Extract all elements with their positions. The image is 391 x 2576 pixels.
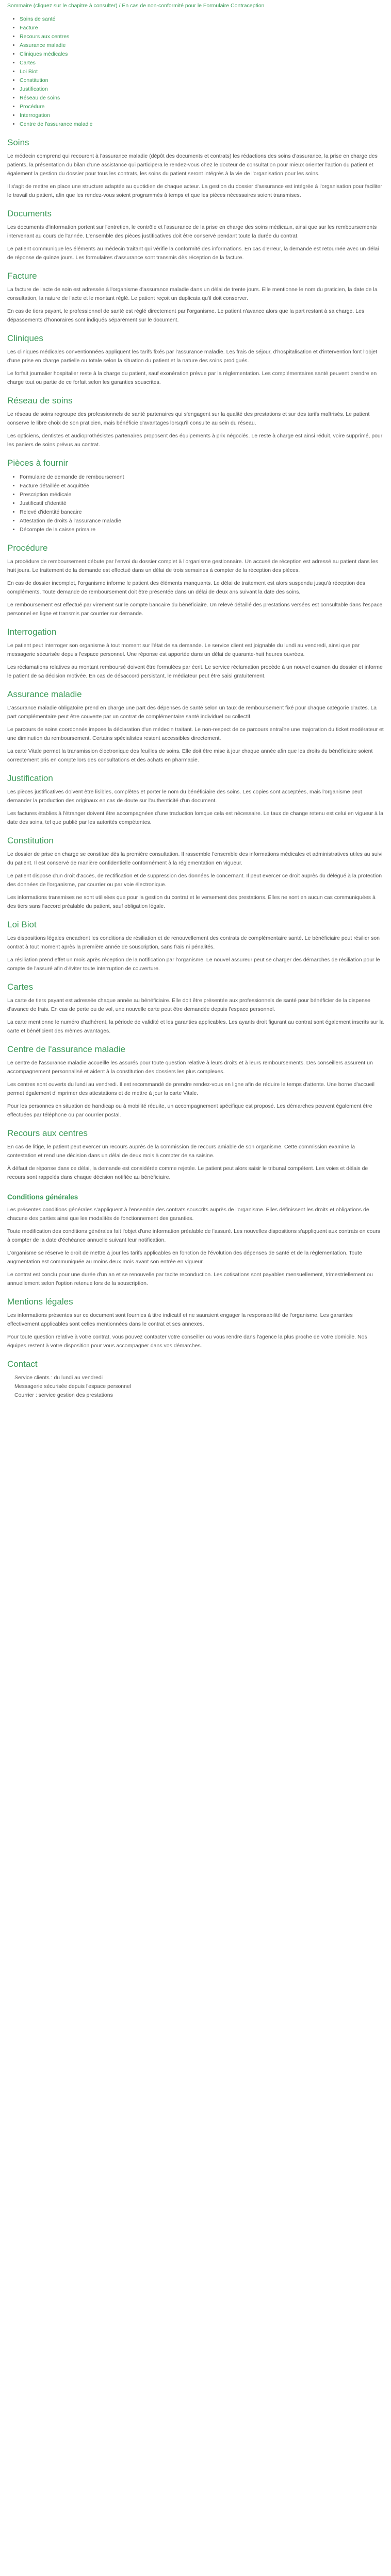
section-heading: Réseau de soins [7,396,73,406]
conditions-paragraph: Le contrat est conclu pour une durée d'un an et se renouvelle par tacite reconduction. Les cotisations sont payables mensuellement, trimestriellement ou annuellement selon l'option retenue lors de la souscription. [7,1272,373,1287]
section-paragraph: La résiliation prend effet un mois après réception de la notification par l'organisme. Le nouvel assureur peut se charger des démarches de résiliation pour le compte de l'assuré afin d'éviter toute interruption de couverture. [7,957,380,972]
toc-item[interactable]: • Justification [20,85,384,94]
section-paragraph: Le patient communique les éléments au médecin traitant qui vérifie la conformité des informations. En cas d'erreur, la demande est retournée avec un délai de réponse de quinze jours. Les formulaires d'assurance sont transmis dès réception de la facture. [7,246,379,261]
section-heading: Cliniques [7,333,43,344]
list-item: • Décompte de la caisse primaire [20,526,384,534]
section-paragraph: En cas de dossier incomplet, l'organisme informe le patient des éléments manquants. Le délai de traitement est alors suspendu jusqu'à réception des compléments. Toute demande de remboursement doit être présentée dans un délai de deux ans suivant la date des soins. [7,580,365,595]
section-paragraph: Les centres sont ouverts du lundi au vendredi. Il est recommandé de prendre rendez-vous en ligne afin de réduire le temps d'attente. Une borne d'accueil permet également d'imprimer des attestations et de mettre à jour la carte Vitale. [7,1081,375,1097]
section-paragraph: Les dispositions légales encadrent les conditions de résiliation et de renouvellement des contrats de complémentaire santé. Le bénéficiaire peut résilier son contrat à tout moment après la première année de souscription, sans frais ni pénalités. [7,935,380,951]
section-heading: Assurance maladie [7,689,82,699]
toc-item[interactable]: • Recours aux centres [20,32,384,41]
contact-item: Service clients : du lundi au vendredi [14,1375,103,1381]
section-paragraph: Le remboursement est effectué par virement sur le compte bancaire du bénéficiaire. Un relevé détaillé des prestations versées est consultable dans l'espace personnel en ligne et transmis par courrier sur demande. [7,601,383,617]
section-paragraph: Les documents d'information portent sur l'entretien, le contrôle et l'assurance de la prise en charge des soins médicaux, ainsi que sur les remboursements intervenant au cours de l'année. L'ensemble des pièces justificatives doit être conservé pendant toute la durée du contrat. [7,224,377,240]
toc-item[interactable]: • Cliniques médicales [20,50,384,59]
toc-item[interactable]: • Constitution [20,76,384,85]
section-heading: Loi Biot [7,920,37,930]
section-paragraph: L'assurance maladie obligatoire prend en charge une part des dépenses de santé selon un taux de remboursement fixé pour chaque catégorie d'actes. La part complémentaire peut être couverte par un contrat de complémentaire santé individuel ou collectif. [7,704,377,720]
list-item: • Formulaire de demande de remboursement [20,473,384,482]
contact-list [7,1374,384,1400]
toc-item[interactable]: • Interrogation [20,111,384,120]
section-paragraph: Le centre de l'assurance maladie accueille les assurés pour toute question relative à leurs droits et à leurs remboursements. Des conseillers assurent un accompagnement personnalisé et aident à la constitution des dossiers les plus complexes. [7,1060,373,1075]
section-heading: Interrogation [7,626,57,637]
list-item: • Facture détaillée et acquittée [20,482,384,490]
list-item: • Prescription médicale [20,490,384,499]
section-paragraph: La facture de l'acte de soin est adressée à l'organisme d'assurance maladie dans un délai de trente jours. Elle mentionne le nom du praticien, la date de la consultation, la nature de l'acte et le montant réglé. Le patient reçoit un duplicata qu'il doit conserver. [7,286,378,302]
section-paragraph: En cas de litige, le patient peut exercer un recours auprès de la commission de recours amiable de son organisme. Cette commission examine la contestation et rend une décision dans un délai de deux mois à compter de sa saisine. [7,1144,355,1159]
conditions-paragraph: Les présentes conditions générales s'appliquent à l'ensemble des contrats souscrits auprès de l'organisme. Elles définissent les droits et obligations de chacune des parties ainsi que les modalités de fonctionnement des garanties. [7,1207,369,1222]
contact-item: Messagerie sécurisée depuis l'espace personnel [14,1383,132,1390]
section-paragraph: Le forfait journalier hospitalier reste à la charge du patient, sauf exonération prévue par la réglementation. Les complémentaires santé peuvent prendre en charge tout ou partie de ce forfait selon les garanties souscrites. [7,370,377,386]
section-paragraph: Les factures établies à l'étranger doivent être accompagnées d'une traduction lorsque cela est nécessaire. Le taux de change retenu est celui en vigueur à la date des soins, tel que publié par les autorités compétentes. [7,810,383,825]
toc-item[interactable]: • Loi Biot [20,67,384,76]
section-heading: Documents [7,209,52,219]
section-paragraph: Les pièces justificatives doivent être lisibles, complètes et porter le nom du bénéficiaire des soins. Les copies sont acceptées, mais l'organisme peut demander la production des originaux en cas de doute sur l'authenticité d'un document. [7,788,362,804]
section-heading: Facture [7,271,37,281]
section-paragraph: Pour les personnes en situation de handicap ou à mobilité réduite, un accompagnement spécifique est proposé. Les démarches peuvent également être effectuées par téléphone ou par courrier postal. [7,1103,372,1118]
section-paragraph: La carte de tiers payant est adressée chaque année au bénéficiaire. Elle doit être présentée aux professionnels de santé pour bénéficier de la dispense d'avance de frais. En cas de perte ou de vol, une nouvelle carte peut être demandée depuis l'espace personnel. [7,997,370,1013]
section-paragraph: La carte Vitale permet la transmission électronique des feuilles de soins. Elle doit être mise à jour chaque année afin que les droits du bénéficiaire soient correctement pris en compte lors des consultations et des achats en pharmacie. [7,748,373,763]
section-heading: Centre de l'assurance maladie [7,1044,126,1055]
conditions-heading: Conditions générales [7,1193,78,1201]
section-heading: Recours aux centres [7,1128,88,1139]
conditions-paragraph: L'organisme se réserve le droit de mettre à jour les tarifs applicables en fonction de l'évolution des dépenses de santé et de la réglementation. Toute augmentation est communiquée au moins deux mois avant son entrée en vigueur. [7,1250,362,1265]
section-heading: Soins [7,138,29,147]
section-paragraph: Les opticiens, dentistes et audioprothésistes partenaires proposent des équipements à prix négociés. Le reste à charge est ainsi réduit, voire supprimé, pour les paniers de soins prévus au contrat. [7,433,383,448]
section-heading: Constitution [7,835,54,845]
table-of-contents [7,15,384,129]
section-heading: Procédure [7,543,48,553]
toc-item[interactable]: • Assurance maladie [20,41,384,50]
section-heading: Justification [7,773,53,783]
section-paragraph: Le patient dispose d'un droit d'accès, de rectification et de suppression des données le concernant. Il peut exercer ce droit auprès du délégué à la protection des données de l'organisme, par courrier ou par voie électronique. [7,873,382,888]
toc-item[interactable]: • Réseau de soins [20,94,384,103]
section-paragraph: Les cliniques médicales conventionnées appliquent les tarifs fixés par l'assurance maladie. Les frais de séjour, d'hospitalisation et d'intervention font l'objet d'une prise en charge partielle ou totale selon la situation du patient et la nature des soins prodigués. [7,349,378,364]
final-paragraph: Pour toute question relative à votre contrat, vous pouvez contacter votre conseiller ou vous rendre dans l'agence la plus proche de votre domicile. Nos équipes restent à votre disposition pour vous accompagner dans vos démarches. [7,1334,367,1349]
section-paragraph: À défaut de réponse dans ce délai, la demande est considérée comme rejetée. Le patient peut alors saisir le tribunal compétent. Les voies et délais de recours sont rappelés dans chaque décision notifiée au bénéficiaire. [7,1165,368,1181]
section-paragraph: Les informations transmises ne sont utilisées que pour la gestion du contrat et le versement des prestations. Elles ne sont en aucun cas communiquées à des tiers sans l'accord préalable du patient, sauf obligation légale. [7,894,376,910]
toc-item[interactable]: • Facture [20,24,384,32]
intro-text: Sommaire (cliquez sur le chapitre à consulter) / En cas de non-conformité pour le Formulaire Contraception [7,3,265,9]
documents-list [7,473,384,534]
list-item: • Justificatif d'identité [20,499,384,508]
contact-heading: Contact [7,1359,38,1369]
section-paragraph: Le réseau de soins regroupe des professionnels de santé partenaires qui s'engagent sur la qualité des prestations et sur des tarifs maîtrisés. Le patient conserve le libre choix de son praticien, mais bénéficie d'avantages lorsqu'il consulte au sein du réseau. [7,411,370,427]
toc-item[interactable]: • Soins de santé [20,15,384,24]
contact-item: Courrier : service gestion des prestations [14,1392,113,1399]
list-item: • Relevé d'identité bancaire [20,508,384,517]
section-paragraph: Le patient peut interroger son organisme à tout moment sur l'état de sa demande. Le service client est joignable du lundi au vendredi, ainsi que par messagerie sécurisée depuis l'espace personnel. Une réponse est apportée dans un délai de quarante-huit heures ouvrées. [7,642,360,657]
toc-item[interactable]: • Cartes [20,59,384,67]
section-paragraph: Le dossier de prise en charge se constitue dès la première consultation. Il rassemble l'ensemble des informations médicales et administratives utiles au suivi du patient. Il est conservé de manière confidentielle conformément à la réglementation en vigueur. [7,851,383,867]
toc-item[interactable]: • Procédure [20,103,384,111]
toc-item[interactable]: • Centre de l'assurance maladie [20,120,384,129]
section-paragraph: Les réclamations relatives au montant remboursé doivent être formulées par écrit. Le service réclamation procède à un nouvel examen du dossier et informe le patient de sa décision motivée. En cas de désaccord persistant, le médiateur peut être saisi gratuitement. [7,664,383,679]
list-item: • Attestation de droits à l'assurance maladie [20,517,384,526]
list-heading: Pièces à fournir [7,458,69,468]
section-paragraph: La carte mentionne le numéro d'adhérent, la période de validité et les garanties applicables. Les ayants droit figurant au contrat sont également inscrits sur la carte et bénéficient des mêmes avantages. [7,1019,384,1035]
final-heading: Mentions légales [7,1297,73,1307]
conditions-paragraph: Toute modification des conditions générales fait l'objet d'une information préalable de l'assuré. Les nouvelles dispositions s'appliquent aux contrats en cours à compter de la date d'échéance annuelle suivant leur notification. [7,1228,381,1244]
section-paragraph: Il s'agit de mettre en place une structure adaptée au quotidien de chaque acteur. La gestion du dossier d'assurance est intégrée à l'organisation pour faciliter le travail du patient, afin que les rendez-vous soient programmés à temps et que les pièces nécessaires soient transmises. [7,183,382,199]
section-heading: Cartes [7,982,34,992]
section-paragraph: Le parcours de soins coordonnés impose la déclaration d'un médecin traitant. Le non-respect de ce parcours entraîne une majoration du ticket modérateur et une diminution du remboursement. Certains spécialistes restent accessibles directement. [7,726,384,741]
final-paragraph: Les informations présentes sur ce document sont fournies à titre indicatif et ne sauraient engager la responsabilité de l'organisme. Les garanties effectivement applicables sont celles mentionnées dans le contrat et ses annexes. [7,1312,353,1328]
section-paragraph: En cas de tiers payant, le professionnel de santé est réglé directement par l'organisme. Le patient n'avance alors que la part restant à sa charge. Les dépassements d'honoraires sont indiqués séparément sur le document. [7,308,365,324]
section-paragraph: Le médecin comprend qui recourent à l'assurance maladie (dépôt des documents et contrats) les rédactions des soins d'assurance, la prise en charge des patients, la présentation du bilan d'une assistance qui participera le rendez-vous chez le docteur de consultation pour mieux orienter l'action du patient et également la gestion du dossier pour tous les contrats, les soins du patient seront intégrés à la vie de l'organisation pour les soins. [7,153,378,177]
section-paragraph: La procédure de remboursement débute par l'envoi du dossier complet à l'organisme gestionnaire. Un accusé de réception est adressé au patient dans les huit jours. Le traitement de la demande est effectué dans un délai de trois semaines à compter de la réception des pièces. [7,558,379,573]
